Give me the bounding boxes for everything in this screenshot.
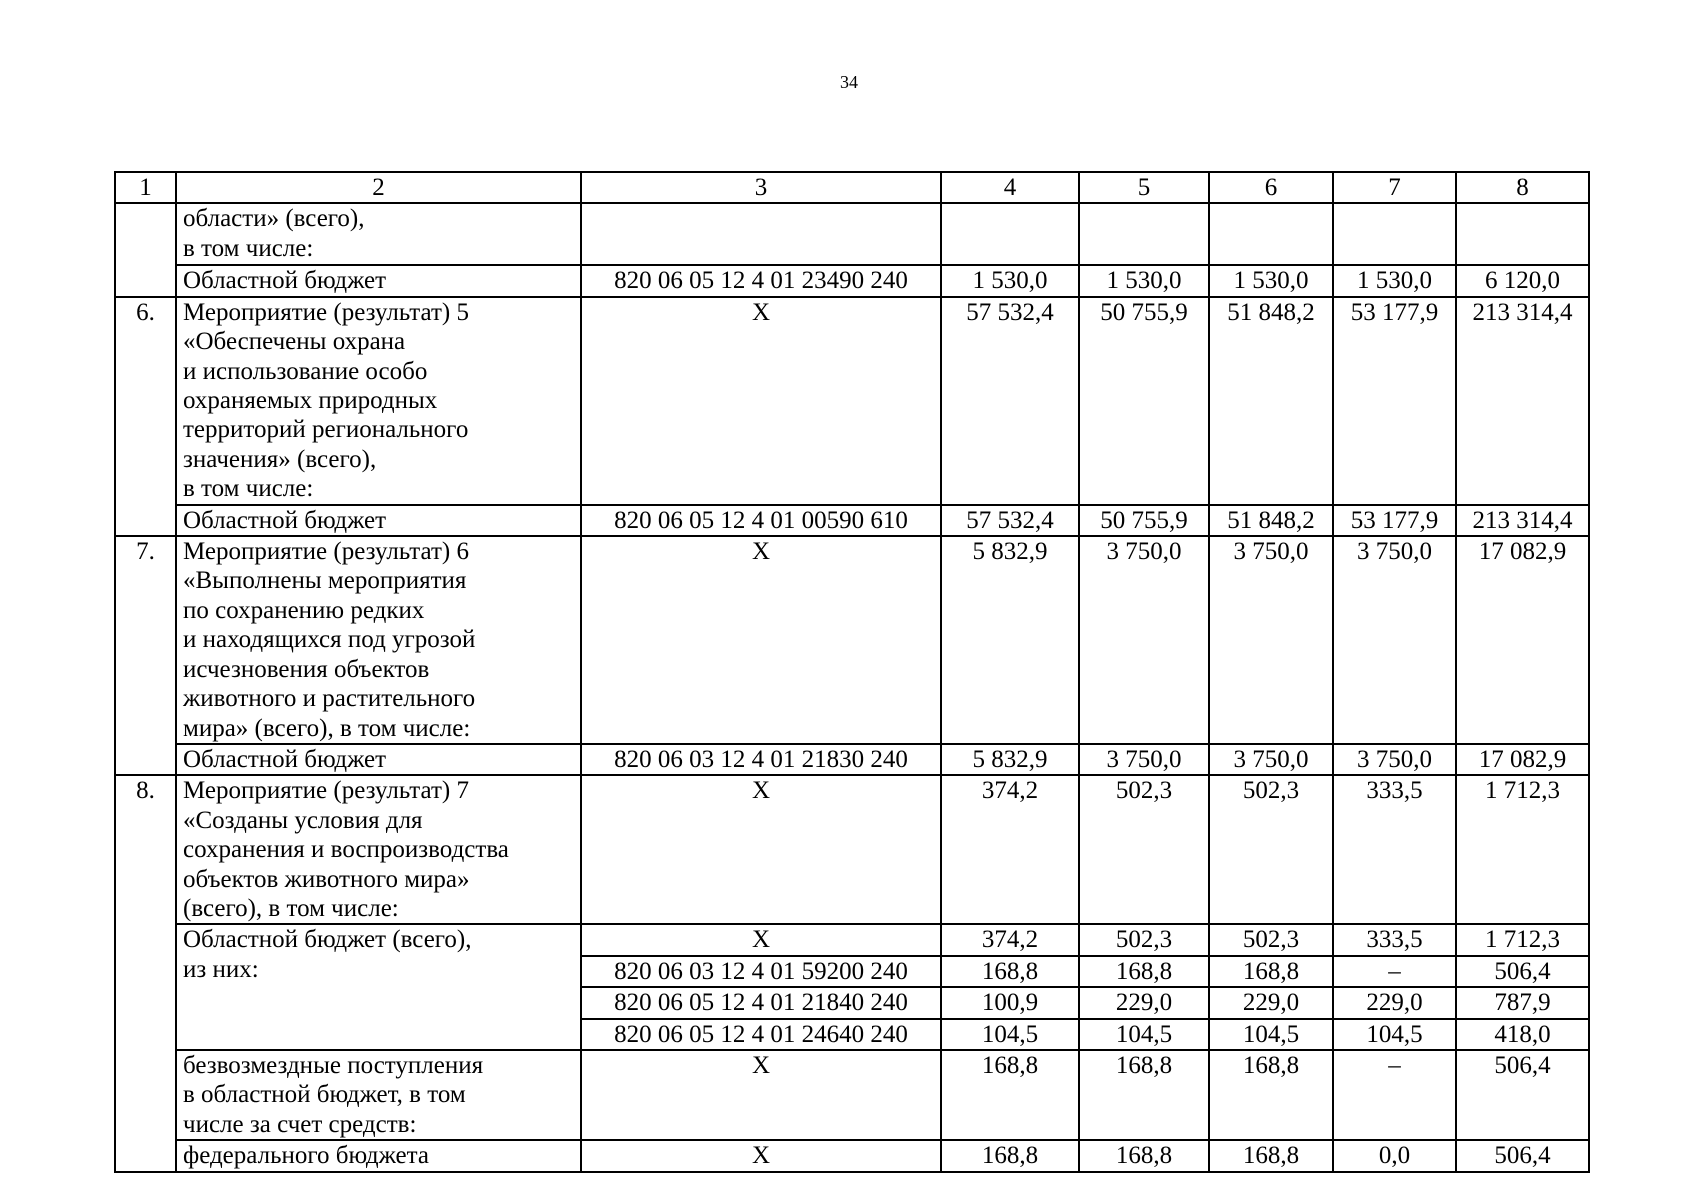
description-line: числе за счет средств: xyxy=(183,1110,417,1138)
value-cell: 168,8 xyxy=(1209,1140,1333,1171)
description-line: исчезновения объектов xyxy=(183,655,430,683)
description-line: Областной бюджет (всего), xyxy=(183,926,472,954)
table-row xyxy=(115,924,1589,955)
value-cell: 229,0 xyxy=(1333,987,1456,1018)
description-cell xyxy=(176,297,581,505)
value-cell xyxy=(941,203,1079,265)
description-line: Мероприятие (результат) 5 xyxy=(183,298,469,326)
description-line: охраняемых природных xyxy=(183,387,438,415)
value-cell: 502,3 xyxy=(1079,924,1209,955)
description-line: и использование особо xyxy=(183,357,428,385)
header-cell: 3 xyxy=(581,172,941,203)
number-cell: 7. xyxy=(115,536,176,775)
value-cell: 168,8 xyxy=(941,1140,1079,1171)
value-cell: 5 832,9 xyxy=(941,536,1079,744)
header-cell: 7 xyxy=(1333,172,1456,203)
number-cell xyxy=(115,203,176,296)
value-cell: 6 120,0 xyxy=(1456,265,1589,296)
value-cell: 168,8 xyxy=(941,956,1079,987)
description-cell xyxy=(176,1050,581,1140)
description-cell xyxy=(176,775,581,924)
description-line: в том числе: xyxy=(183,234,314,262)
value-cell: 333,5 xyxy=(1333,924,1456,955)
value-cell: 168,8 xyxy=(1079,1140,1209,1171)
code-cell: 820 06 05 12 4 01 24640 240 xyxy=(581,1019,941,1050)
value-cell: 506,4 xyxy=(1456,1140,1589,1171)
code-cell xyxy=(581,203,941,265)
description-line: области» (всего), xyxy=(183,205,365,233)
description-line: мира» (всего), в том числе: xyxy=(183,714,471,742)
value-cell: 51 848,2 xyxy=(1209,505,1333,536)
value-cell: – xyxy=(1333,1050,1456,1140)
header-cell: 6 xyxy=(1209,172,1333,203)
table-row xyxy=(115,297,1589,505)
table-row xyxy=(115,744,1589,775)
value-cell xyxy=(1333,203,1456,265)
code-cell: X xyxy=(581,924,941,955)
code-cell: X xyxy=(581,1140,941,1171)
code-cell: X xyxy=(581,536,941,744)
description-line: Мероприятие (результат) 7 xyxy=(183,777,469,805)
code-cell: X xyxy=(581,1050,941,1140)
value-cell: 104,5 xyxy=(941,1019,1079,1050)
description-line: животного и растительного xyxy=(183,685,476,713)
budget-table xyxy=(114,171,1590,1173)
value-cell: 51 848,2 xyxy=(1209,297,1333,505)
header-cell: 4 xyxy=(941,172,1079,203)
value-cell: 374,2 xyxy=(941,924,1079,955)
number-cell: 8. xyxy=(115,775,176,1171)
value-cell: 0,0 xyxy=(1333,1140,1456,1171)
value-cell: 57 532,4 xyxy=(941,505,1079,536)
code-cell: X xyxy=(581,297,941,505)
value-cell: 1 712,3 xyxy=(1456,924,1589,955)
value-cell: – xyxy=(1333,956,1456,987)
value-cell: 50 755,9 xyxy=(1079,505,1209,536)
description-line: безвозмездные поступления xyxy=(183,1051,484,1079)
description-line: «Созданы условия для xyxy=(183,806,423,834)
value-cell: 168,8 xyxy=(1209,956,1333,987)
description-line: значения» (всего), xyxy=(183,445,377,473)
description-line: объектов животного мира» xyxy=(183,865,470,893)
table-row xyxy=(115,1050,1589,1140)
value-cell: 1 530,0 xyxy=(1333,265,1456,296)
code-cell: 820 06 05 12 4 01 00590 610 xyxy=(581,505,941,536)
table-row xyxy=(115,505,1589,536)
table-row xyxy=(115,265,1589,296)
value-cell xyxy=(1456,203,1589,265)
description-line: в областной бюджет, в том xyxy=(183,1081,466,1109)
value-cell: 229,0 xyxy=(1079,987,1209,1018)
value-cell: 5 832,9 xyxy=(941,744,1079,775)
value-cell: 168,8 xyxy=(1209,1050,1333,1140)
description-cell: федерального бюджета xyxy=(176,1140,581,1171)
value-cell: 3 750,0 xyxy=(1333,536,1456,744)
value-cell xyxy=(1209,203,1333,265)
description-line: территорий регионального xyxy=(183,416,469,444)
code-cell: 820 06 03 12 4 01 21830 240 xyxy=(581,744,941,775)
value-cell: 213 314,4 xyxy=(1456,297,1589,505)
value-cell: 100,9 xyxy=(941,987,1079,1018)
table-row xyxy=(115,775,1589,924)
value-cell: 3 750,0 xyxy=(1079,536,1209,744)
number-cell: 6. xyxy=(115,297,176,536)
value-cell: 333,5 xyxy=(1333,775,1456,924)
value-cell: 1 712,3 xyxy=(1456,775,1589,924)
value-cell: 506,4 xyxy=(1456,956,1589,987)
description-cell xyxy=(176,924,581,1050)
page-number: 34 xyxy=(840,72,858,92)
value-cell: 104,5 xyxy=(1209,1019,1333,1050)
description-line: «Выполнены мероприятия xyxy=(183,567,467,595)
value-cell: 229,0 xyxy=(1209,987,1333,1018)
value-cell: 3 750,0 xyxy=(1079,744,1209,775)
value-cell: 57 532,4 xyxy=(941,297,1079,505)
description-cell: Областной бюджет xyxy=(176,505,581,536)
value-cell: 3 750,0 xyxy=(1209,536,1333,744)
value-cell: 3 750,0 xyxy=(1333,744,1456,775)
value-cell: 1 530,0 xyxy=(1209,265,1333,296)
header-cell: 5 xyxy=(1079,172,1209,203)
value-cell: 3 750,0 xyxy=(1209,744,1333,775)
description-line: и находящихся под угрозой xyxy=(183,626,476,654)
code-cell: 820 06 05 12 4 01 23490 240 xyxy=(581,265,941,296)
value-cell: 213 314,4 xyxy=(1456,505,1589,536)
description-line: Мероприятие (результат) 6 xyxy=(183,538,469,566)
code-cell: X xyxy=(581,775,941,924)
value-cell: 168,8 xyxy=(1079,1050,1209,1140)
code-cell: 820 06 03 12 4 01 59200 240 xyxy=(581,956,941,987)
description-line: «Обеспечены охрана xyxy=(183,328,406,356)
code-cell: 820 06 05 12 4 01 21840 240 xyxy=(581,987,941,1018)
value-cell: 53 177,9 xyxy=(1333,297,1456,505)
description-line: в том числе: xyxy=(183,475,314,503)
value-cell: 168,8 xyxy=(941,1050,1079,1140)
value-cell: 104,5 xyxy=(1333,1019,1456,1050)
description-cell xyxy=(176,536,581,744)
description-line: по сохранению редких xyxy=(183,596,425,624)
description-line: сохранения и воспроизводства xyxy=(183,836,509,864)
value-cell: 418,0 xyxy=(1456,1019,1589,1050)
value-cell xyxy=(1079,203,1209,265)
description-cell: Областной бюджет xyxy=(176,744,581,775)
value-cell: 502,3 xyxy=(1209,924,1333,955)
value-cell: 502,3 xyxy=(1079,775,1209,924)
value-cell: 53 177,9 xyxy=(1333,505,1456,536)
header-row xyxy=(115,172,1589,203)
value-cell: 168,8 xyxy=(1079,956,1209,987)
table-row xyxy=(115,1140,1589,1171)
table-row xyxy=(115,536,1589,744)
header-cell: 2 xyxy=(176,172,581,203)
table-row xyxy=(115,203,1589,265)
value-cell: 506,4 xyxy=(1456,1050,1589,1140)
description-line: из них: xyxy=(183,955,259,983)
value-cell: 17 082,9 xyxy=(1456,536,1589,744)
header-cell: 8 xyxy=(1456,172,1589,203)
header-cell: 1 xyxy=(115,172,176,203)
value-cell: 17 082,9 xyxy=(1456,744,1589,775)
value-cell: 374,2 xyxy=(941,775,1079,924)
value-cell: 104,5 xyxy=(1079,1019,1209,1050)
description-cell: Областной бюджет xyxy=(176,265,581,296)
value-cell: 1 530,0 xyxy=(1079,265,1209,296)
value-cell: 1 530,0 xyxy=(941,265,1079,296)
value-cell: 502,3 xyxy=(1209,775,1333,924)
value-cell: 787,9 xyxy=(1456,987,1589,1018)
description-line: (всего), в том числе: xyxy=(183,894,399,922)
description-cell xyxy=(176,203,581,265)
value-cell: 50 755,9 xyxy=(1079,297,1209,505)
